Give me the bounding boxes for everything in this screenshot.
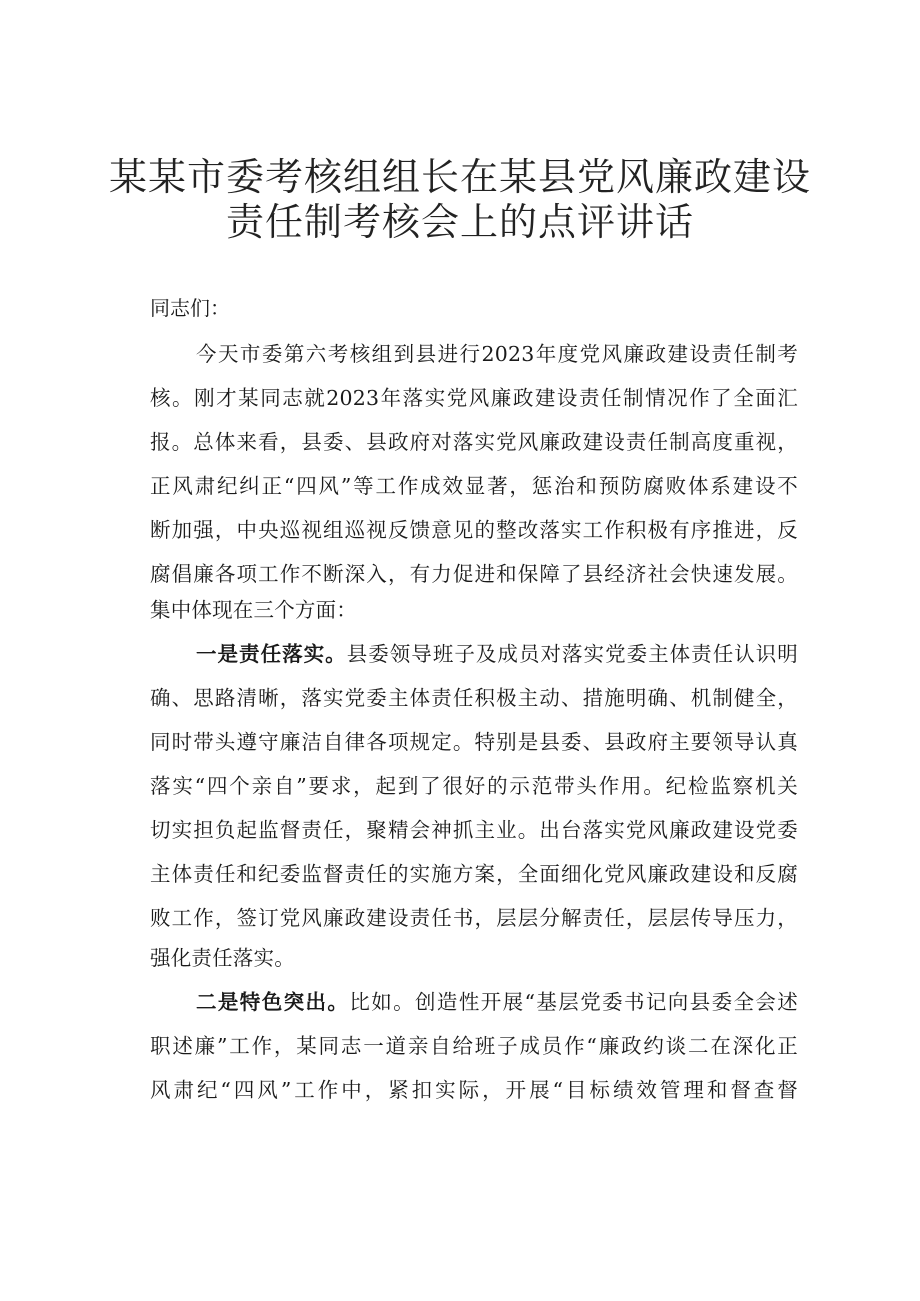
paragraph-2-heading: 一是责任落实。 [196,642,347,666]
paragraph-1-line: 核。刚才某同志就2023年落实党风廉政建设责任制情况作了全面汇 [150,386,798,410]
paragraph-2-line: 切实担负起监督责任，聚精会神抓主业。出台落实党风廉政建设党委 [150,818,798,842]
paragraph-3-line: 风肃纪“四风”工作中，紧扣实际，开展“目标绩效管理和督查督 [150,1078,798,1102]
paragraph-3-line: 职述廉”工作，某同志一道亲自给班子成员作“廉政约谈二在深化正 [150,1034,798,1058]
document-title-line-1: 某某市委考核组组长在某县党风廉政建设 [108,155,811,199]
paragraph-2-first-line [196,640,798,668]
paragraph-1-line: 集中体现在三个方面： [150,598,357,622]
paragraph-3-first-line [196,988,798,1016]
paragraph-2-line: 县委领导班子及成员对落实党委主体责任认识明 [346,642,799,666]
paragraph-1-line: 断加强，中央巡视组巡视反馈意见的整改落实工作积极有序推进，反 [150,518,798,542]
paragraph-1-line: 腐倡廉各项工作不断深入，有力促进和保障了县经济社会快速发展。 [150,562,798,586]
paragraph-2-line: 主体责任和纪委监督责任的实施方案，全面细化党风廉政建设和反腐 [150,862,798,886]
paragraph-2-line: 败工作，签订党风廉政建设责任书，层层分解责任，层层传导压力， [150,906,798,930]
paragraph-1-line: 报。总体来看，县委、县政府对落实党风廉政建设责任制高度重视， [150,430,798,454]
salutation: 同志们： [150,296,230,320]
paragraph-1-line: 今天市委第六考核组到县进行2023年度党风廉政建设责任制考 [196,342,798,366]
paragraph-3-line: 比如。创造性开展“基层党委书记向县委全会述 [349,990,798,1014]
paragraph-2-line: 确、思路清晰，落实党委主体责任积极主动、措施明确、机制健全， [150,686,798,710]
paragraph-2-line: 同时带头遵守廉洁自律各项规定。特别是县委、县政府主要领导认真 [150,730,798,754]
paragraph-3-heading: 二是特色突出。 [196,990,350,1014]
paragraph-2-line: 落实“四个亲自”要求，起到了很好的示范带头作用。纪检监察机关 [150,774,798,798]
paragraph-2-line: 强化责任落实。 [150,946,295,970]
document-title-line-2: 责任制考核会上的点评讲话 [225,200,694,244]
paragraph-1-line: 正风肃纪纠正“四风”等工作成效显著，惩治和预防腐败体系建设不 [150,474,798,498]
